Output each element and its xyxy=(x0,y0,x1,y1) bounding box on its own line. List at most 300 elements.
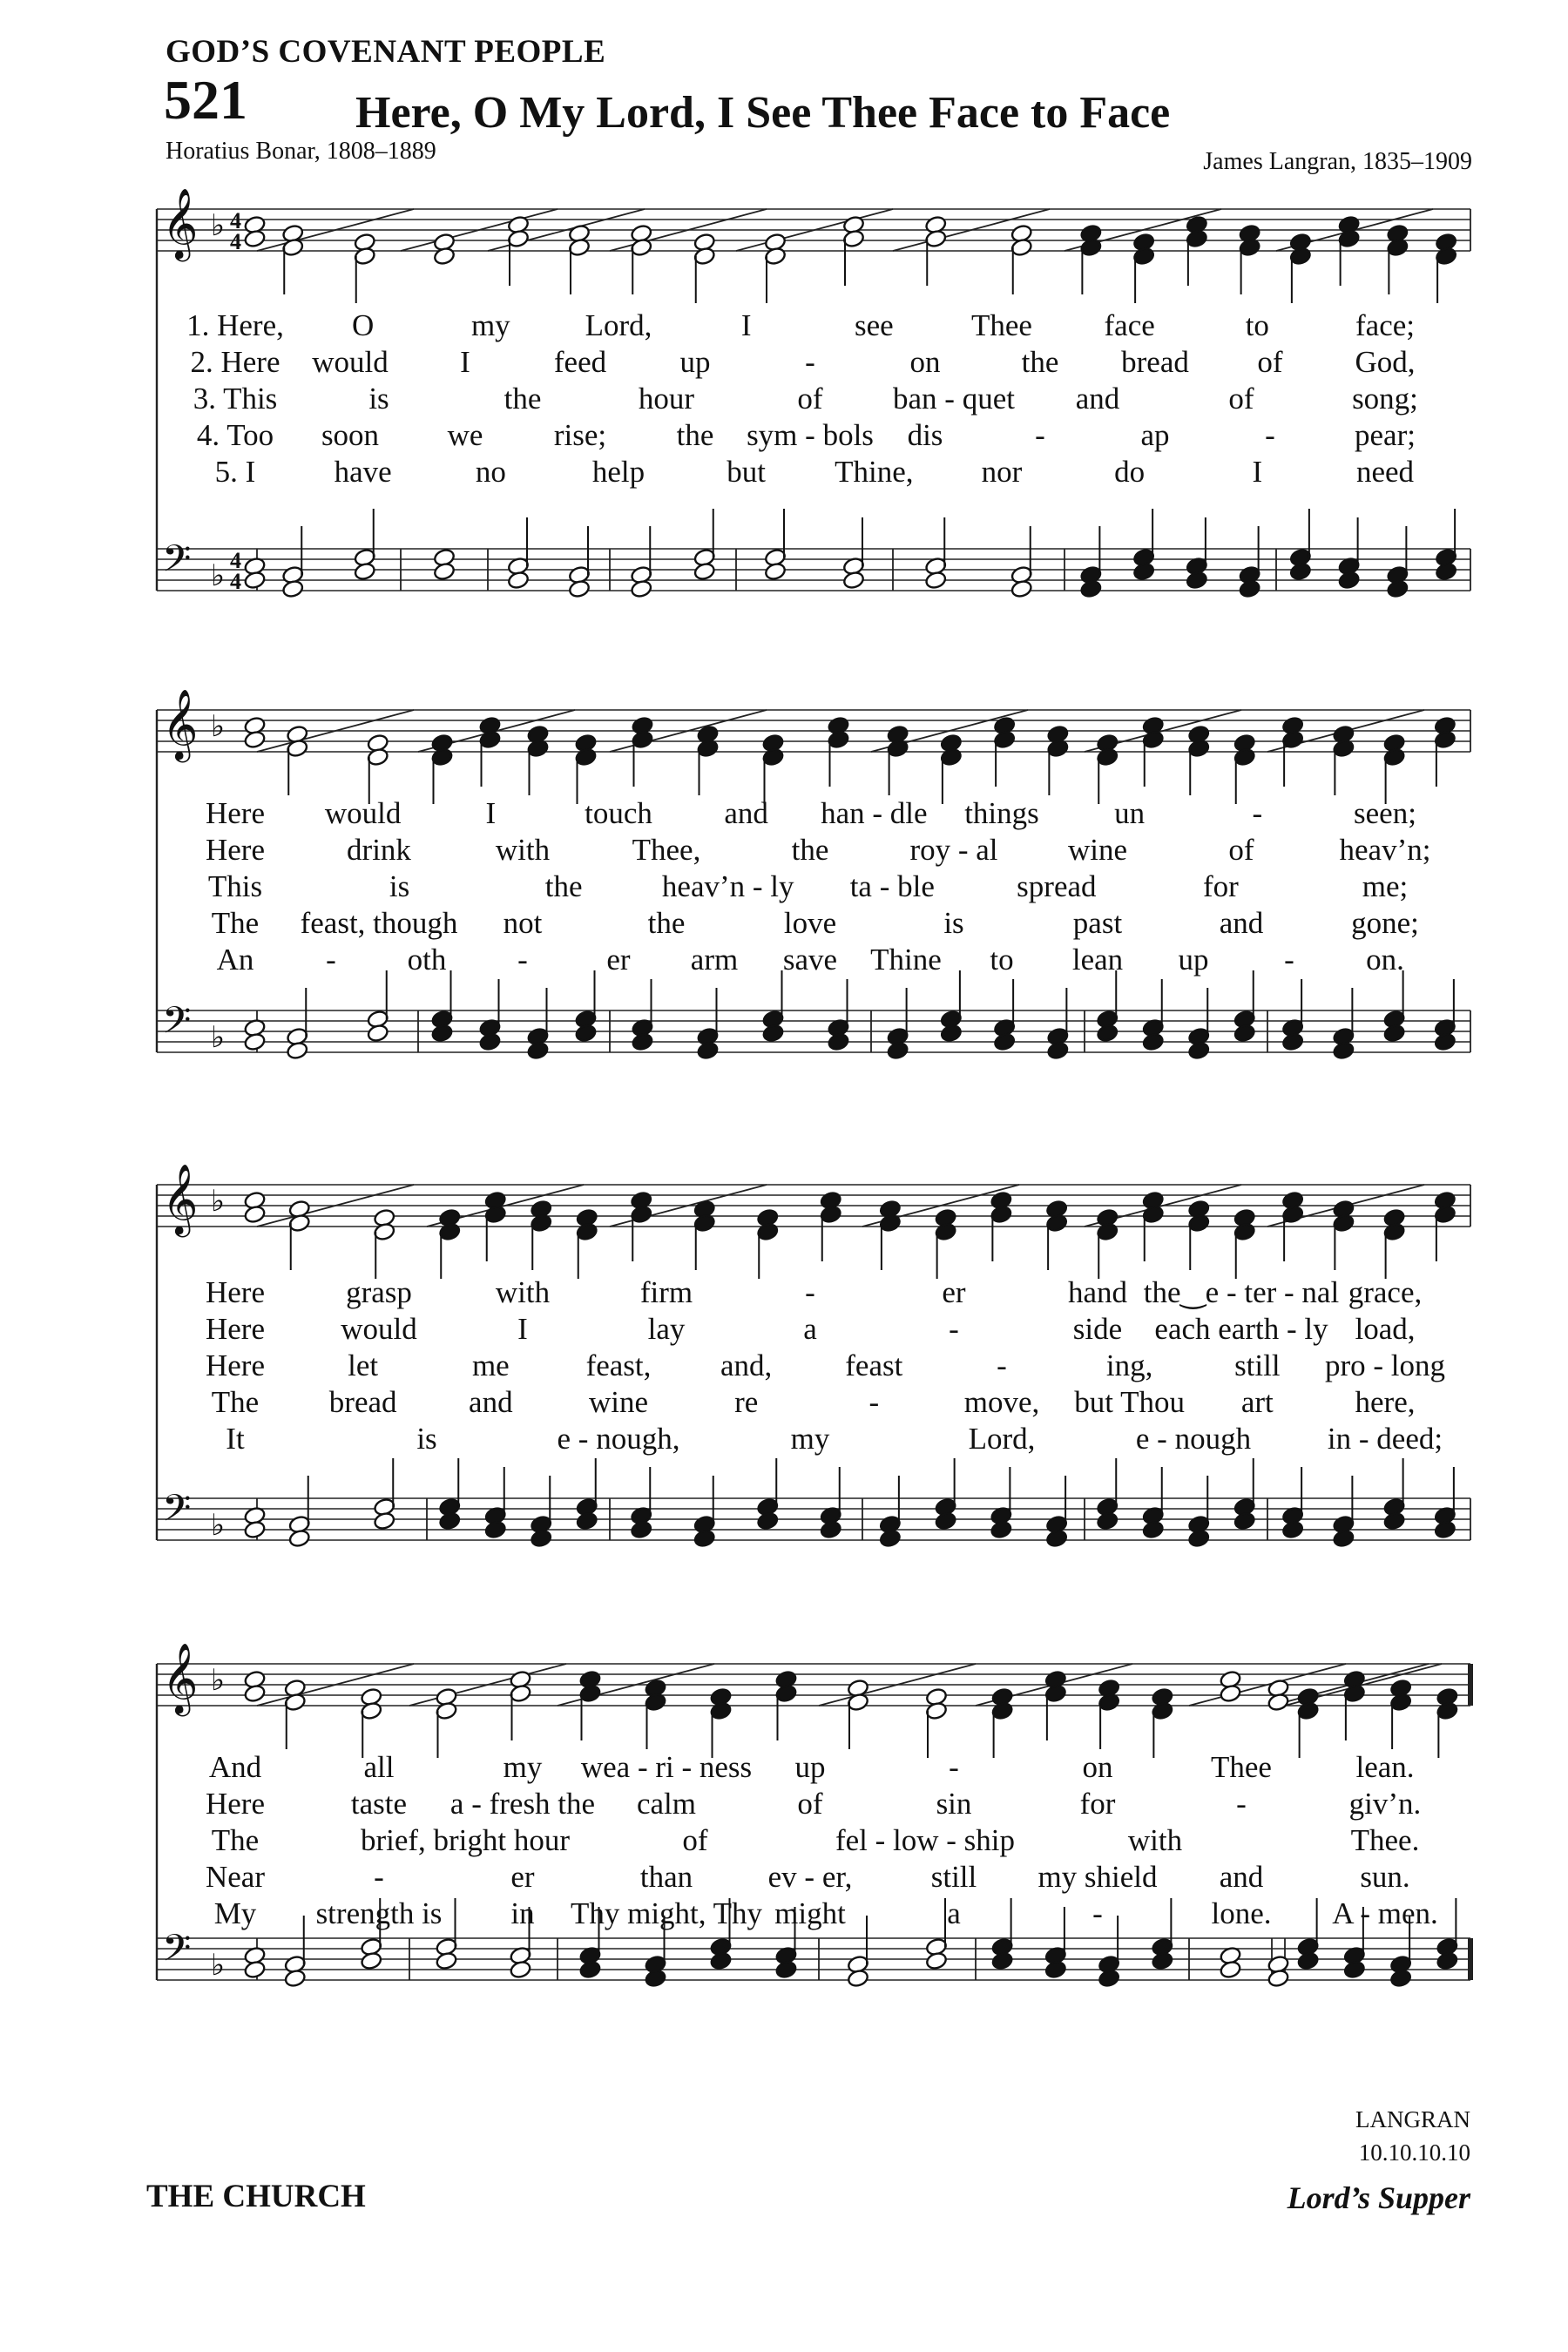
lyric-syllable: Here xyxy=(205,1787,266,1821)
note-head xyxy=(243,229,266,249)
lyric-syllable: drink xyxy=(347,833,411,867)
lyric-syllable: and xyxy=(1219,1860,1264,1894)
hymn-number: 521 xyxy=(164,69,247,131)
note-head xyxy=(820,1520,842,1540)
note-head xyxy=(1386,579,1409,599)
lyric-syllable: and, xyxy=(720,1348,773,1382)
note-head xyxy=(693,562,716,582)
lyric-syllable: still xyxy=(930,1860,977,1894)
lyric-syllable: the xyxy=(1021,345,1059,379)
note-head xyxy=(1383,1511,1406,1531)
lyric-syllable: feast, though xyxy=(300,906,458,940)
lyric-syllable: is xyxy=(416,1422,437,1456)
lyric-syllable: dis xyxy=(907,418,943,452)
note-head xyxy=(1142,1032,1165,1052)
note-head xyxy=(574,1024,597,1044)
lyric-syllable: with xyxy=(1127,1823,1183,1857)
lyric-syllable: sin xyxy=(936,1787,972,1821)
note-head xyxy=(1281,1520,1304,1540)
lyric-syllable: of xyxy=(682,1823,708,1857)
note-head xyxy=(243,1032,266,1052)
note-head xyxy=(478,1032,501,1052)
lyric-syllable: would xyxy=(341,1312,417,1346)
lyric-syllable: but xyxy=(727,455,767,489)
note-head xyxy=(281,579,304,599)
note-head xyxy=(578,1960,601,1980)
composer-credit: James Langran, 1835–1909 xyxy=(1203,148,1472,175)
section-heading: GOD’S COVENANT PEOPLE xyxy=(166,34,606,70)
note-head xyxy=(360,1951,382,1971)
lyric-syllable: heav’n - ly xyxy=(661,869,794,903)
note-head xyxy=(827,1032,849,1052)
lyric-syllable: the xyxy=(544,869,583,903)
lyric-syllable: Thee xyxy=(1211,1750,1272,1784)
lyric-syllable: taste xyxy=(350,1787,408,1821)
lyric-syllable: would xyxy=(312,345,389,379)
lyric-syllable: And xyxy=(208,1750,262,1784)
key-signature-flat: ♭ xyxy=(211,558,226,593)
lyric-syllable: e - nough, xyxy=(557,1422,680,1456)
lyric-syllable: pro - long xyxy=(1324,1348,1446,1382)
lyric-syllable: with xyxy=(495,1275,551,1309)
lyric-syllable: firm xyxy=(639,1275,693,1309)
lyric-syllable: my xyxy=(790,1422,830,1456)
lyric-syllable: feast xyxy=(845,1348,903,1382)
lyric-syllable: calm xyxy=(636,1787,697,1821)
lyric-syllable: still xyxy=(1234,1348,1281,1382)
lyric-syllable: the xyxy=(676,418,714,452)
lyric-syllable: is xyxy=(389,869,410,903)
lyric-syllable: lean xyxy=(1071,943,1124,977)
note-head xyxy=(1434,1032,1456,1052)
lyric-syllable: on. xyxy=(1366,943,1404,977)
lyric-syllable: heav’n; xyxy=(1339,833,1431,867)
treble-clef: 𝄞 xyxy=(162,1163,199,1234)
lyric-syllable: Thy might, Thy xyxy=(570,1896,763,1930)
lyric-syllable: a xyxy=(947,1896,961,1930)
lyric-syllable: in - deed; xyxy=(1327,1422,1443,1456)
lyric-syllable: Lord, xyxy=(585,308,652,342)
note-head xyxy=(1186,571,1208,591)
lyric-syllable: hour xyxy=(638,382,695,416)
lyric-syllable: to xyxy=(990,943,1014,977)
author-credit: Horatius Bonar, 1808–1889 xyxy=(166,138,436,165)
lyric-syllable: My xyxy=(213,1896,257,1930)
note-head xyxy=(507,571,530,591)
lyric-syllable: O xyxy=(352,308,375,342)
note-head xyxy=(1187,1529,1210,1549)
note-head xyxy=(433,562,456,582)
lyric-syllable: - xyxy=(1284,943,1294,977)
lyric-syllable: see xyxy=(854,308,894,342)
note-head xyxy=(1267,1969,1289,1989)
note-head xyxy=(879,1529,902,1549)
key-signature-flat: ♭ xyxy=(211,1184,226,1219)
lyric-syllable: and xyxy=(469,1385,513,1419)
lyric-syllable: 3. This xyxy=(193,382,278,416)
lyric-syllable: ing, xyxy=(1105,1348,1153,1382)
lyric-syllable: me xyxy=(471,1348,510,1382)
note-head xyxy=(990,1520,1012,1540)
lyric-syllable: in xyxy=(510,1896,535,1930)
lyric-syllable: on xyxy=(1082,1750,1113,1784)
lyric-syllable: - xyxy=(374,1860,384,1894)
note-head xyxy=(243,1684,266,1704)
lyric-syllable: Here xyxy=(205,833,266,867)
note-head xyxy=(243,1205,266,1225)
note-head xyxy=(1338,571,1361,591)
note-head xyxy=(1389,1969,1412,1989)
lyric-syllable: Thee, xyxy=(632,833,701,867)
lyric-syllable: all xyxy=(363,1750,395,1784)
lyric-syllable: save xyxy=(782,943,838,977)
lyric-syllable: e - nough xyxy=(1135,1422,1252,1456)
lyric-syllable: ev - er, xyxy=(767,1860,853,1894)
note-head xyxy=(1046,1041,1069,1061)
note-head xyxy=(1096,1511,1119,1531)
lyric-syllable: lay xyxy=(647,1312,686,1346)
note-head xyxy=(1343,1960,1366,1980)
lyric-syllable: the xyxy=(504,382,542,416)
note-head xyxy=(1098,1969,1120,1989)
note-head xyxy=(1219,1684,1241,1704)
lyric-syllable: I xyxy=(1252,455,1263,489)
lyric-syllable: feast, xyxy=(585,1348,652,1382)
lyric-syllable: Thine, xyxy=(835,455,914,489)
lyric-syllable: fel - low - ship xyxy=(835,1823,1016,1857)
lyric-syllable: a xyxy=(803,1312,817,1346)
lyric-syllable: I xyxy=(740,308,752,342)
lyric-syllable: bread xyxy=(328,1385,397,1419)
lyric-syllable: of xyxy=(1228,382,1254,416)
note-head xyxy=(630,1520,652,1540)
lyric-syllable: might xyxy=(774,1896,846,1930)
lyric-syllable: have xyxy=(334,455,392,489)
lyric-syllable: God, xyxy=(1355,345,1416,379)
note-head xyxy=(576,1511,598,1531)
lyric-syllable: I xyxy=(485,796,497,830)
note-head xyxy=(1435,562,1457,582)
note-head xyxy=(1239,579,1261,599)
note-head xyxy=(1297,1951,1320,1971)
lyric-syllable: A - men. xyxy=(1332,1896,1438,1930)
note-head xyxy=(1096,1024,1119,1044)
lyric-syllable: - xyxy=(1236,1787,1247,1821)
note-head xyxy=(696,1041,719,1061)
note-head xyxy=(764,562,787,582)
key-signature-flat: ♭ xyxy=(211,1508,226,1543)
note-head xyxy=(243,1520,266,1540)
lyric-syllable: side xyxy=(1072,1312,1123,1346)
lyric-syllable: - xyxy=(326,943,336,977)
lyric-syllable: let xyxy=(348,1348,379,1382)
lyric-syllable: a - fresh the xyxy=(449,1787,596,1821)
note-head xyxy=(631,1032,653,1052)
lyric-syllable: bread xyxy=(1121,345,1189,379)
note-head xyxy=(243,730,266,750)
lyric-syllable: - xyxy=(517,943,528,977)
lyric-syllable: - xyxy=(997,1348,1007,1382)
lyric-syllable: er xyxy=(510,1860,535,1894)
lyric-syllable: The xyxy=(211,906,260,940)
lyric-syllable: and xyxy=(1219,906,1264,940)
lyric-syllable: than xyxy=(639,1860,693,1894)
lyric-syllable: - xyxy=(805,345,815,379)
lyric-syllable: move, xyxy=(963,1385,1040,1419)
lyric-syllable: ban - quet xyxy=(893,382,1015,416)
note-head xyxy=(1383,1024,1406,1044)
lyric-syllable: face; xyxy=(1355,308,1415,342)
note-head xyxy=(1233,1024,1256,1044)
note-head xyxy=(1281,1032,1304,1052)
lyric-syllable: song; xyxy=(1352,382,1418,416)
note-head xyxy=(367,1024,389,1044)
lyric-syllable: touch xyxy=(585,796,652,830)
note-head xyxy=(438,1511,461,1531)
lyric-syllable: un xyxy=(1114,796,1146,830)
lyric-syllable: It xyxy=(226,1422,245,1456)
time-signature-top: 4 xyxy=(230,548,241,573)
lyric-syllable: The xyxy=(211,1823,260,1857)
lyric-syllable: load, xyxy=(1355,1312,1416,1346)
note-head xyxy=(568,579,591,599)
lyric-syllable: - xyxy=(1092,1896,1103,1930)
lyric-syllable: love xyxy=(783,906,837,940)
lyric-syllable: the‿e - ter - nal xyxy=(1143,1275,1340,1309)
lyric-syllable: Lord, xyxy=(968,1422,1036,1456)
footer-topic: Lord’s Supper xyxy=(1287,2180,1470,2215)
lyric-syllable: wea - ri - ness xyxy=(580,1750,753,1784)
note-head xyxy=(630,579,652,599)
lyric-syllable: sym - bols xyxy=(747,418,874,452)
note-head xyxy=(1434,1520,1456,1540)
treble-clef: 𝄞 xyxy=(162,187,199,259)
lyric-syllable: grace, xyxy=(1348,1275,1423,1309)
note-head xyxy=(1079,579,1102,599)
note-head xyxy=(709,1951,732,1971)
lyric-syllable: for xyxy=(1079,1787,1116,1821)
treble-clef: 𝄞 xyxy=(162,688,199,760)
lyric-syllable: - xyxy=(949,1312,959,1346)
lyric-syllable: This xyxy=(207,869,263,903)
lyric-syllable: er xyxy=(942,1275,966,1309)
lyric-syllable: giv’n. xyxy=(1348,1787,1422,1821)
lyric-syllable: for xyxy=(1203,869,1239,903)
lyric-syllable: up xyxy=(679,345,711,379)
lyric-syllable: do xyxy=(1114,455,1146,489)
key-signature-flat: ♭ xyxy=(211,1948,226,1983)
lyric-syllable: Here xyxy=(205,1348,266,1382)
lyric-syllable: Here xyxy=(205,1275,266,1309)
lyric-syllable: we xyxy=(447,418,483,452)
lyric-syllable: seen; xyxy=(1354,796,1416,830)
lyric-syllable: - xyxy=(805,1275,815,1309)
lyric-syllable: of xyxy=(797,1787,823,1821)
time-signature-bottom: 4 xyxy=(230,229,241,254)
lyric-syllable: each earth - ly xyxy=(1154,1312,1328,1346)
meter: 10.10.10.10 xyxy=(1358,2139,1470,2166)
lyric-syllable: oth xyxy=(407,943,447,977)
lyric-syllable: An xyxy=(216,943,254,977)
note-head xyxy=(1233,1511,1256,1531)
lyric-syllable: my shield xyxy=(1037,1860,1158,1894)
lyric-syllable: is xyxy=(368,382,389,416)
lyric-syllable: Near xyxy=(205,1860,266,1894)
lyric-syllable: feed xyxy=(553,345,607,379)
hymn-title: Here, O My Lord, I See Thee Face to Face xyxy=(355,88,1171,138)
note-head xyxy=(1219,1960,1241,1980)
note-head xyxy=(430,1024,453,1044)
lyric-syllable: ta - ble xyxy=(849,869,935,903)
treble-clef: 𝄞 xyxy=(162,1642,199,1713)
lyric-syllable: spread xyxy=(1017,869,1097,903)
note-head xyxy=(925,1951,948,1971)
note-head xyxy=(530,1529,552,1549)
lyric-syllable: Thee xyxy=(971,308,1032,342)
note-head xyxy=(1436,1951,1458,1971)
lyric-syllable: Thine xyxy=(870,943,942,977)
note-head xyxy=(284,1969,307,1989)
key-signature-flat: ♭ xyxy=(211,1020,226,1055)
lyric-syllable: up xyxy=(1178,943,1209,977)
note-head xyxy=(433,247,456,267)
tune-name: LANGRAN xyxy=(1355,2106,1470,2132)
note-head xyxy=(435,1951,457,1971)
lyric-syllable: brief, bright hour xyxy=(360,1823,571,1857)
note-head xyxy=(991,1951,1014,1971)
lyric-syllable: wine xyxy=(588,1385,649,1419)
lyric-syllable: art xyxy=(1240,1385,1274,1419)
lyric-syllable: I xyxy=(460,345,470,379)
note-head xyxy=(1142,1520,1165,1540)
note-head xyxy=(1044,1960,1067,1980)
lyric-syllable: Here xyxy=(205,796,266,830)
lyric-syllable: lone. xyxy=(1211,1896,1272,1930)
lyric-syllable: grasp xyxy=(346,1275,412,1309)
lyric-syllable: 2. Here xyxy=(190,345,280,379)
lyric-syllable: Here xyxy=(205,1312,266,1346)
note-head xyxy=(940,1024,963,1044)
note-head xyxy=(842,571,865,591)
lyric-syllable: re xyxy=(734,1385,759,1419)
lyric-syllable: gone; xyxy=(1351,906,1419,940)
lyric-syllable: soon xyxy=(321,418,380,452)
note-head xyxy=(526,1041,549,1061)
note-head xyxy=(993,1032,1016,1052)
bass-clef: 𝄢 xyxy=(162,537,192,590)
lyric-syllable: help xyxy=(591,455,645,489)
note-head xyxy=(693,1529,716,1549)
lyric-syllable: wine xyxy=(1067,833,1128,867)
note-head xyxy=(509,1960,531,1980)
lyric-syllable: up xyxy=(794,1750,826,1784)
note-head xyxy=(288,1529,311,1549)
note-head xyxy=(1132,562,1155,582)
lyric-syllable: no xyxy=(475,455,506,489)
note-head xyxy=(1289,562,1312,582)
lyric-syllable: the xyxy=(791,833,829,867)
note-head xyxy=(924,571,947,591)
lyric-syllable: The xyxy=(211,1385,260,1419)
lyric-syllable: Thee. xyxy=(1350,1823,1420,1857)
bass-clef: 𝄢 xyxy=(162,1487,192,1539)
key-signature-flat: ♭ xyxy=(211,208,226,243)
lyric-syllable: and xyxy=(1075,382,1120,416)
key-signature-flat: ♭ xyxy=(211,709,226,744)
lyric-syllable: er xyxy=(606,943,631,977)
lyric-syllable: on xyxy=(909,345,941,379)
lyric-syllable: - xyxy=(949,1750,959,1784)
note-head xyxy=(761,1024,784,1044)
note-head xyxy=(1010,579,1033,599)
note-head xyxy=(243,571,266,591)
lyric-syllable: of xyxy=(1228,833,1254,867)
lyric-syllable: - xyxy=(1265,418,1275,452)
note-head xyxy=(774,1960,797,1980)
lyric-syllable: lean. xyxy=(1355,1750,1415,1784)
lyric-syllable: to xyxy=(1245,308,1269,342)
lyric-syllable: face xyxy=(1104,308,1155,342)
time-signature-bottom: 4 xyxy=(230,569,241,594)
lyric-syllable: the xyxy=(647,906,686,940)
lyric-syllable: 4. Too xyxy=(196,418,274,452)
lyric-syllable: past xyxy=(1072,906,1123,940)
lyric-syllable: but Thou xyxy=(1074,1385,1186,1419)
lyric-syllable: nor xyxy=(981,455,1023,489)
lyric-syllable: of xyxy=(797,382,823,416)
lyric-syllable: ap xyxy=(1140,418,1170,452)
lyric-syllable: need xyxy=(1355,455,1415,489)
lyric-syllable: I xyxy=(517,1312,528,1346)
lyric-syllable: with xyxy=(495,833,551,867)
note-head xyxy=(354,562,376,582)
lyric-syllable: is xyxy=(943,906,964,940)
lyric-syllable: sun. xyxy=(1360,1860,1410,1894)
lyric-syllable: rise; xyxy=(553,418,607,452)
note-head xyxy=(484,1520,507,1540)
lyric-syllable: - xyxy=(1035,418,1045,452)
lyric-syllable: of xyxy=(1257,345,1283,379)
lyric-syllable: han - dle xyxy=(821,796,928,830)
lyric-syllable: and xyxy=(724,796,768,830)
note-head xyxy=(1187,1041,1210,1061)
bass-clef: 𝄢 xyxy=(162,999,192,1051)
note-head xyxy=(1332,1529,1355,1549)
lyric-syllable: me; xyxy=(1362,869,1409,903)
note-head xyxy=(887,1041,909,1061)
lyric-syllable: hand xyxy=(1067,1275,1128,1309)
lyric-syllable: 1. Here, xyxy=(186,308,284,342)
lyric-syllable: pear; xyxy=(1355,418,1416,452)
lyric-syllable: things xyxy=(964,796,1039,830)
lyric-syllable: - xyxy=(868,1385,880,1419)
bass-clef: 𝄢 xyxy=(162,1927,192,1979)
note-head xyxy=(243,1960,266,1980)
lyric-syllable: arm xyxy=(690,943,739,977)
lyric-syllable: here, xyxy=(1355,1385,1416,1419)
lyric-syllable: would xyxy=(324,796,402,830)
lyric-syllable: - xyxy=(1252,796,1263,830)
note-head xyxy=(373,1511,395,1531)
lyric-syllable: 5. I xyxy=(214,455,256,489)
note-head xyxy=(1151,1951,1173,1971)
note-head xyxy=(756,1511,779,1531)
note-head xyxy=(935,1511,957,1531)
time-signature-top: 4 xyxy=(230,208,241,233)
note-head xyxy=(1045,1529,1068,1549)
note-head xyxy=(644,1969,666,1989)
footer-category: THE CHURCH xyxy=(146,2179,366,2214)
